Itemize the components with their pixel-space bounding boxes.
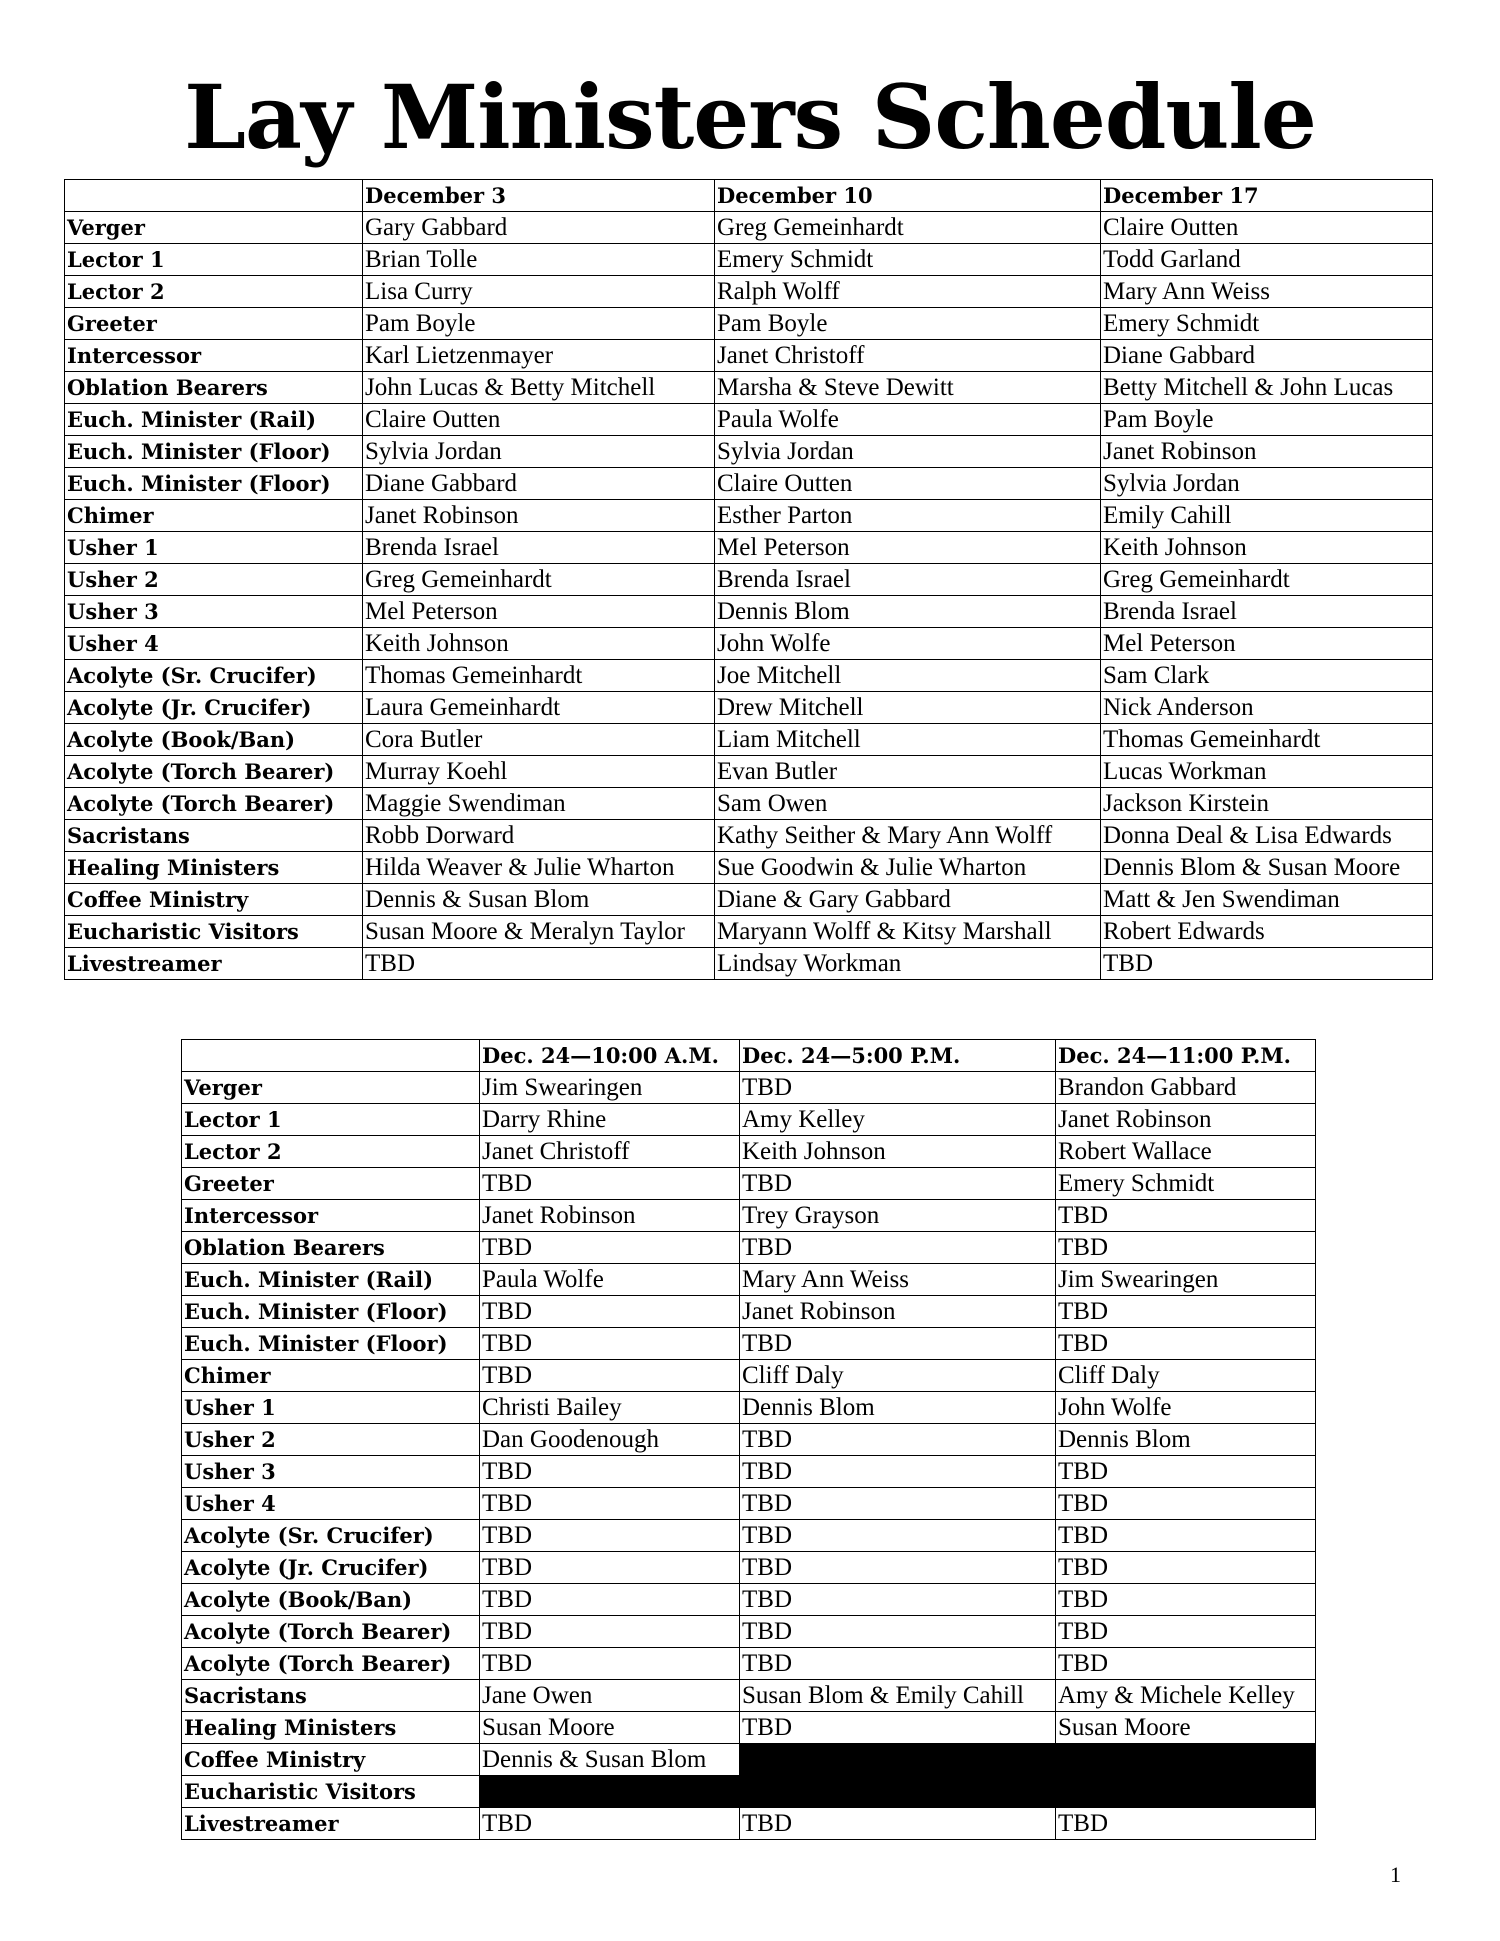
table-row: [65, 404, 1433, 436]
assignment-cell: Greg Gemeinhardt: [1101, 564, 1433, 596]
assignment-cell: Lisa Curry: [363, 276, 715, 308]
role-label: Usher 4: [182, 1488, 480, 1520]
role-label: Euch. Minister (Rail): [65, 404, 363, 436]
table-row: [182, 1744, 1316, 1776]
assignment-cell: Emily Cahill: [1101, 500, 1433, 532]
assignment-cell: Claire Outten: [363, 404, 715, 436]
assignment-cell: Mary Ann Weiss: [740, 1264, 1056, 1296]
assignment-cell: Dennis Blom: [740, 1392, 1056, 1424]
assignment-cell: Keith Johnson: [1101, 532, 1433, 564]
assignment-cell: Janet Robinson: [1101, 436, 1433, 468]
assignment-cell: TBD: [740, 1616, 1056, 1648]
assignment-cell: Jim Swearingen: [480, 1072, 740, 1104]
role-label: Oblation Bearers: [182, 1232, 480, 1264]
assignment-cell: Sam Owen: [715, 788, 1101, 820]
assignment-cell: Sylvia Jordan: [363, 436, 715, 468]
role-label: Eucharistic Visitors: [182, 1776, 480, 1808]
assignment-cell: Matt & Jen Swendiman: [1101, 884, 1433, 916]
assignment-cell: Gary Gabbard: [363, 212, 715, 244]
role-label: Chimer: [65, 500, 363, 532]
table-row: [182, 1520, 1316, 1552]
role-label: Lector 1: [182, 1104, 480, 1136]
assignment-cell: Janet Robinson: [480, 1200, 740, 1232]
table-row: [182, 1200, 1316, 1232]
table-row: [65, 820, 1433, 852]
assignment-cell: Marsha & Steve Dewitt: [715, 372, 1101, 404]
role-label: Acolyte (Sr. Crucifer): [65, 660, 363, 692]
assignment-cell: Jane Owen: [480, 1680, 740, 1712]
assignment-cell: John Wolfe: [715, 628, 1101, 660]
role-label: Acolyte (Torch Bearer): [182, 1648, 480, 1680]
assignment-cell: TBD: [740, 1456, 1056, 1488]
column-header: Dec. 24—10:00 A.M.: [480, 1040, 740, 1072]
assignment-cell: Brandon Gabbard: [1056, 1072, 1316, 1104]
assignment-cell: John Lucas & Betty Mitchell: [363, 372, 715, 404]
assignment-cell: Sylvia Jordan: [1101, 468, 1433, 500]
assignment-cell: Laura Gemeinhardt: [363, 692, 715, 724]
table-row: [65, 436, 1433, 468]
assignment-cell: Jackson Kirstein: [1101, 788, 1433, 820]
assignment-cell: Janet Robinson: [1056, 1104, 1316, 1136]
assignment-cell: Maryann Wolff & Kitsy Marshall: [715, 916, 1101, 948]
role-label: Acolyte (Jr. Crucifer): [182, 1552, 480, 1584]
assignment-cell: TBD: [1056, 1648, 1316, 1680]
assignment-cell: Liam Mitchell: [715, 724, 1101, 756]
assignment-cell: Evan Butler: [715, 756, 1101, 788]
table-row: [65, 212, 1433, 244]
assignment-cell: Janet Robinson: [363, 500, 715, 532]
assignment-cell: Susan Blom & Emily Cahill: [740, 1680, 1056, 1712]
table-row: [65, 916, 1433, 948]
assignment-cell: Amy Kelley: [740, 1104, 1056, 1136]
blacked-out-cell: [1056, 1776, 1316, 1808]
assignment-cell: TBD: [480, 1360, 740, 1392]
assignment-cell: Greg Gemeinhardt: [363, 564, 715, 596]
schedule-table-december: [64, 179, 1433, 980]
assignment-cell: Susan Moore: [1056, 1712, 1316, 1744]
table-row: [65, 852, 1433, 884]
assignment-cell: Dennis Blom: [1056, 1424, 1316, 1456]
column-header: December 17: [1101, 180, 1433, 212]
role-label: Intercessor: [182, 1200, 480, 1232]
table-row: [65, 564, 1433, 596]
schedule-table-christmas-eve: [181, 1039, 1316, 1840]
assignment-cell: Mel Peterson: [1101, 628, 1433, 660]
table-row: [182, 1616, 1316, 1648]
assignment-cell: Dennis & Susan Blom: [363, 884, 715, 916]
assignment-cell: Diane & Gary Gabbard: [715, 884, 1101, 916]
assignment-cell: Greg Gemeinhardt: [715, 212, 1101, 244]
blacked-out-cell: [480, 1776, 740, 1808]
assignment-cell: Pam Boyle: [715, 308, 1101, 340]
assignment-cell: Mel Peterson: [363, 596, 715, 628]
assignment-cell: Drew Mitchell: [715, 692, 1101, 724]
assignment-cell: Susan Moore: [480, 1712, 740, 1744]
role-label: Usher 3: [182, 1456, 480, 1488]
role-label: Chimer: [182, 1360, 480, 1392]
assignment-cell: TBD: [480, 1584, 740, 1616]
role-label: Intercessor: [65, 340, 363, 372]
assignment-cell: Diane Gabbard: [1101, 340, 1433, 372]
assignment-cell: TBD: [1056, 1328, 1316, 1360]
table-row: [182, 1648, 1316, 1680]
assignment-cell: Cliff Daly: [1056, 1360, 1316, 1392]
assignment-cell: Brenda Israel: [363, 532, 715, 564]
assignment-cell: TBD: [480, 1552, 740, 1584]
role-label: Sacristans: [182, 1680, 480, 1712]
assignment-cell: Janet Robinson: [740, 1296, 1056, 1328]
assignment-cell: TBD: [1056, 1616, 1316, 1648]
assignment-cell: Brenda Israel: [1101, 596, 1433, 628]
role-label: Euch. Minister (Floor): [65, 436, 363, 468]
table-row: [65, 372, 1433, 404]
role-label: Usher 3: [65, 596, 363, 628]
role-label: Usher 1: [65, 532, 363, 564]
assignment-cell: TBD: [740, 1488, 1056, 1520]
assignment-cell: Keith Johnson: [740, 1136, 1056, 1168]
table-row: [65, 532, 1433, 564]
role-label: Acolyte (Sr. Crucifer): [182, 1520, 480, 1552]
role-label: Acolyte (Book/Ban): [182, 1584, 480, 1616]
assignment-cell: TBD: [740, 1584, 1056, 1616]
assignment-cell: Janet Christoff: [715, 340, 1101, 372]
assignment-cell: TBD: [480, 1168, 740, 1200]
assignment-cell: Dan Goodenough: [480, 1424, 740, 1456]
role-label: Euch. Minister (Floor): [182, 1328, 480, 1360]
assignment-cell: TBD: [1056, 1296, 1316, 1328]
table-row: [182, 1104, 1316, 1136]
role-label: Eucharistic Visitors: [65, 916, 363, 948]
assignment-cell: TBD: [740, 1712, 1056, 1744]
column-header: December 3: [363, 180, 715, 212]
role-label: Healing Ministers: [65, 852, 363, 884]
assignment-cell: TBD: [480, 1648, 740, 1680]
assignment-cell: Paula Wolfe: [715, 404, 1101, 436]
table-row: [65, 308, 1433, 340]
assignment-cell: Brian Tolle: [363, 244, 715, 276]
assignment-cell: Robert Edwards: [1101, 916, 1433, 948]
assignment-cell: Hilda Weaver & Julie Wharton: [363, 852, 715, 884]
column-header: Dec. 24—11:00 P.M.: [1056, 1040, 1316, 1072]
table-row: [65, 756, 1433, 788]
assignment-cell: Lucas Workman: [1101, 756, 1433, 788]
role-label: Verger: [65, 212, 363, 244]
assignment-cell: Lindsay Workman: [715, 948, 1101, 980]
table-row: [182, 1712, 1316, 1744]
page-title: Lay Ministers Schedule: [184, 65, 1316, 169]
role-label: Lector 1: [65, 244, 363, 276]
table-row: [65, 628, 1433, 660]
assignment-cell: Sue Goodwin & Julie Wharton: [715, 852, 1101, 884]
blacked-out-cell: [1056, 1744, 1316, 1776]
assignment-cell: TBD: [740, 1328, 1056, 1360]
assignment-cell: Emery Schmidt: [715, 244, 1101, 276]
column-header: Dec. 24—5:00 P.M.: [740, 1040, 1056, 1072]
header-corner-cell: [65, 180, 363, 212]
table-row: [182, 1680, 1316, 1712]
header-row: [65, 180, 1433, 212]
table-row: [65, 884, 1433, 916]
assignment-cell: Murray Koehl: [363, 756, 715, 788]
assignment-cell: TBD: [1101, 948, 1433, 980]
table-row: [182, 1392, 1316, 1424]
assignment-cell: Cora Butler: [363, 724, 715, 756]
assignment-cell: Maggie Swendiman: [363, 788, 715, 820]
role-label: Euch. Minister (Floor): [182, 1296, 480, 1328]
table-row: [182, 1136, 1316, 1168]
assignment-cell: TBD: [1056, 1200, 1316, 1232]
assignment-cell: Dennis Blom & Susan Moore: [1101, 852, 1433, 884]
assignment-cell: TBD: [740, 1808, 1056, 1840]
table-row: [65, 468, 1433, 500]
assignment-cell: Claire Outten: [715, 468, 1101, 500]
blacked-out-cell: [740, 1744, 1056, 1776]
table-row: [65, 948, 1433, 980]
assignment-cell: TBD: [480, 1520, 740, 1552]
assignment-cell: Thomas Gemeinhardt: [363, 660, 715, 692]
assignment-cell: TBD: [740, 1520, 1056, 1552]
table-row: [65, 500, 1433, 532]
assignment-cell: TBD: [480, 1296, 740, 1328]
page-number: 1: [1390, 1862, 1401, 1887]
assignment-cell: Diane Gabbard: [363, 468, 715, 500]
role-label: Acolyte (Torch Bearer): [65, 788, 363, 820]
header-corner-cell: [182, 1040, 480, 1072]
assignment-cell: Robert Wallace: [1056, 1136, 1316, 1168]
assignment-cell: Cliff Daly: [740, 1360, 1056, 1392]
column-header: December 10: [715, 180, 1101, 212]
role-label: Euch. Minister (Rail): [182, 1264, 480, 1296]
role-label: Usher 4: [65, 628, 363, 660]
assignment-cell: Mary Ann Weiss: [1101, 276, 1433, 308]
assignment-cell: TBD: [1056, 1456, 1316, 1488]
role-label: Acolyte (Torch Bearer): [65, 756, 363, 788]
role-label: Sacristans: [65, 820, 363, 852]
assignment-cell: Ralph Wolff: [715, 276, 1101, 308]
assignment-cell: TBD: [480, 1328, 740, 1360]
assignment-cell: Claire Outten: [1101, 212, 1433, 244]
role-label: Livestreamer: [182, 1808, 480, 1840]
assignment-cell: Thomas Gemeinhardt: [1101, 724, 1433, 756]
assignment-cell: Amy & Michele Kelley: [1056, 1680, 1316, 1712]
assignment-cell: Paula Wolfe: [480, 1264, 740, 1296]
assignment-cell: TBD: [740, 1072, 1056, 1104]
assignment-cell: Donna Deal & Lisa Edwards: [1101, 820, 1433, 852]
table-row: [182, 1264, 1316, 1296]
table-row: [65, 724, 1433, 756]
assignment-cell: TBD: [480, 1808, 740, 1840]
assignment-cell: Robb Dorward: [363, 820, 715, 852]
role-label: Usher 2: [182, 1424, 480, 1456]
role-label: Acolyte (Torch Bearer): [182, 1616, 480, 1648]
table-row: [182, 1584, 1316, 1616]
assignment-cell: TBD: [480, 1488, 740, 1520]
assignment-cell: TBD: [1056, 1808, 1316, 1840]
role-label: Lector 2: [182, 1136, 480, 1168]
assignment-cell: TBD: [1056, 1232, 1316, 1264]
assignment-cell: Kathy Seither & Mary Ann Wolff: [715, 820, 1101, 852]
blacked-out-cell: [740, 1776, 1056, 1808]
table-row: [182, 1296, 1316, 1328]
header-row: [182, 1040, 1316, 1072]
assignment-cell: Pam Boyle: [363, 308, 715, 340]
assignment-cell: Brenda Israel: [715, 564, 1101, 596]
table-row: [182, 1552, 1316, 1584]
role-label: Greeter: [182, 1168, 480, 1200]
table-row: [65, 788, 1433, 820]
role-label: Acolyte (Jr. Crucifer): [65, 692, 363, 724]
assignment-cell: Nick Anderson: [1101, 692, 1433, 724]
role-label: Usher 1: [182, 1392, 480, 1424]
assignment-cell: Jim Swearingen: [1056, 1264, 1316, 1296]
assignment-cell: Dennis Blom: [715, 596, 1101, 628]
role-label: Usher 2: [65, 564, 363, 596]
assignment-cell: Joe Mitchell: [715, 660, 1101, 692]
role-label: Healing Ministers: [182, 1712, 480, 1744]
assignment-cell: TBD: [1056, 1520, 1316, 1552]
assignment-cell: Sam Clark: [1101, 660, 1433, 692]
assignment-cell: Pam Boyle: [1101, 404, 1433, 436]
role-label: Verger: [182, 1072, 480, 1104]
assignment-cell: TBD: [740, 1232, 1056, 1264]
table-row: [182, 1168, 1316, 1200]
assignment-cell: Darry Rhine: [480, 1104, 740, 1136]
assignment-cell: Keith Johnson: [363, 628, 715, 660]
role-label: Greeter: [65, 308, 363, 340]
table-row: [182, 1232, 1316, 1264]
assignment-cell: Karl Lietzenmayer: [363, 340, 715, 372]
table-row: [182, 1328, 1316, 1360]
table-row: [65, 692, 1433, 724]
assignment-cell: Betty Mitchell & John Lucas: [1101, 372, 1433, 404]
table-row: [65, 660, 1433, 692]
assignment-cell: Susan Moore & Meralyn Taylor: [363, 916, 715, 948]
assignment-cell: TBD: [363, 948, 715, 980]
assignment-cell: Emery Schmidt: [1056, 1168, 1316, 1200]
role-label: Euch. Minister (Floor): [65, 468, 363, 500]
role-label: Lector 2: [65, 276, 363, 308]
assignment-cell: Christi Bailey: [480, 1392, 740, 1424]
table-row: [182, 1456, 1316, 1488]
assignment-cell: TBD: [740, 1552, 1056, 1584]
assignment-cell: Trey Grayson: [740, 1200, 1056, 1232]
role-label: Livestreamer: [65, 948, 363, 980]
table-row: [182, 1424, 1316, 1456]
assignment-cell: TBD: [740, 1168, 1056, 1200]
assignment-cell: Janet Christoff: [480, 1136, 740, 1168]
assignment-cell: Todd Garland: [1101, 244, 1433, 276]
table-row: [182, 1072, 1316, 1104]
table-row: [182, 1776, 1316, 1808]
role-label: Coffee Ministry: [182, 1744, 480, 1776]
assignment-cell: TBD: [740, 1424, 1056, 1456]
table-row: [65, 276, 1433, 308]
assignment-cell: Emery Schmidt: [1101, 308, 1433, 340]
table-row: [182, 1808, 1316, 1840]
assignment-cell: TBD: [740, 1648, 1056, 1680]
assignment-cell: Dennis & Susan Blom: [480, 1744, 740, 1776]
assignment-cell: TBD: [480, 1232, 740, 1264]
assignment-cell: John Wolfe: [1056, 1392, 1316, 1424]
assignment-cell: Sylvia Jordan: [715, 436, 1101, 468]
table-row: [182, 1488, 1316, 1520]
assignment-cell: Esther Parton: [715, 500, 1101, 532]
table-row: [65, 596, 1433, 628]
table-row: [65, 244, 1433, 276]
assignment-cell: Mel Peterson: [715, 532, 1101, 564]
table-row: [65, 340, 1433, 372]
assignment-cell: TBD: [1056, 1488, 1316, 1520]
role-label: Coffee Ministry: [65, 884, 363, 916]
assignment-cell: TBD: [1056, 1552, 1316, 1584]
table-row: [182, 1360, 1316, 1392]
assignment-cell: TBD: [1056, 1584, 1316, 1616]
role-label: Acolyte (Book/Ban): [65, 724, 363, 756]
assignment-cell: TBD: [480, 1456, 740, 1488]
assignment-cell: TBD: [480, 1616, 740, 1648]
role-label: Oblation Bearers: [65, 372, 363, 404]
